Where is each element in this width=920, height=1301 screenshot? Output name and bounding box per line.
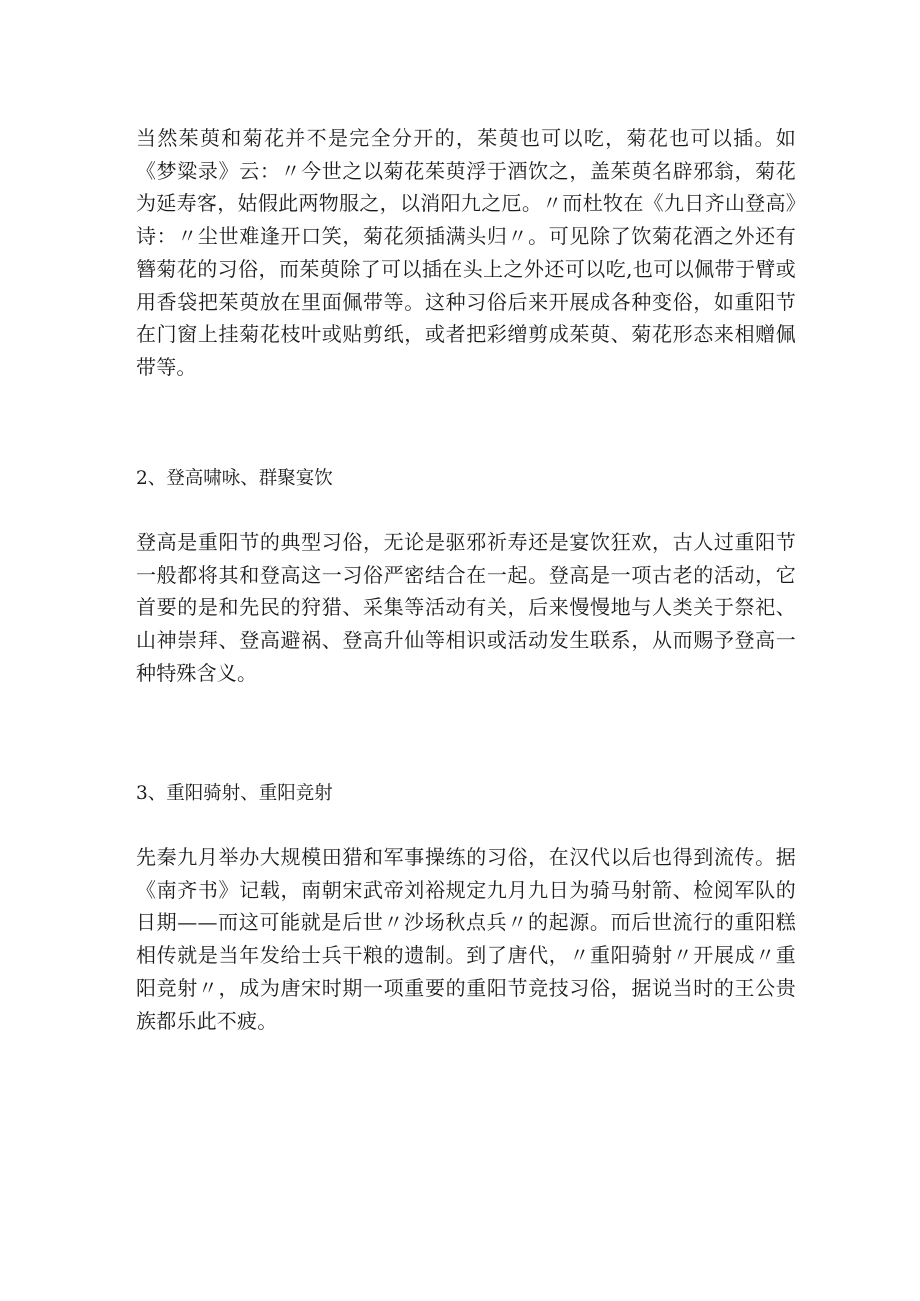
section-heading-archery: 3、重阳骑射、重阳竞射 <box>136 783 333 804</box>
paragraph-chrysanthemum-dogwood: 当然茱萸和菊花并不是完全分开的，茱萸也可以吃，菊花也可以插。如《梦粱录》云：〃今世之以菊花茱萸浮于酒饮之，盖茱萸名辟邪翁，菊花为延寿客，姑假此两物服之，以消阳九之厄。〃而杜牧在《九日齐山登高》诗：〃尘世难逢开口笑，菊花须插满头归〃。可见除了饮菊花酒之外还有簪菊花的习俗，而茱萸除了可以插在头上之外还可以吃,也可以佩带于臂或用香袋把茱萸放在里面佩带等。这种习俗后来开展成各种变俗，如重阳节在门窗上挂菊花枝叶或贴剪纸，或者把彩缯剪成茱萸、菊花形态来相赠佩带等。 <box>136 126 796 379</box>
paragraph-climbing: 登高是重阳节的典型习俗，无论是驱邪祈寿还是宴饮狂欢，古人过重阳节一般都将其和登高这一习俗严密结合在一起。登高是一项古老的活动，它首要的是和先民的狩猎、采集等活动有关，后来慢慢地与人类关于祭祀、山神崇拜、登高避祸、登高升仙等相识或活动发生联系，从而赐予登高一种特殊含义。 <box>136 530 796 685</box>
section-heading-climbing: 2、登高啸咏、群聚宴饮 <box>136 468 333 489</box>
paragraph-archery: 先秦九月举办大规模田猎和军事操练的习俗，在汉代以后也得到流传。据《南齐书》记载，南朝宋武帝刘裕规定九月九日为骑马射箭、检阅军队的日期——而这可能就是后世〃沙场秋点兵〃的起源。而后世流行的重阳糕相传就是当年发给士兵干粮的遗制。到了唐代，〃重阳骑射〃开展成〃重阳竞射〃，成为唐宋时期一项重要的重阳节竞技习俗，据说当时的王公贵族都乐此不疲。 <box>136 845 796 1033</box>
